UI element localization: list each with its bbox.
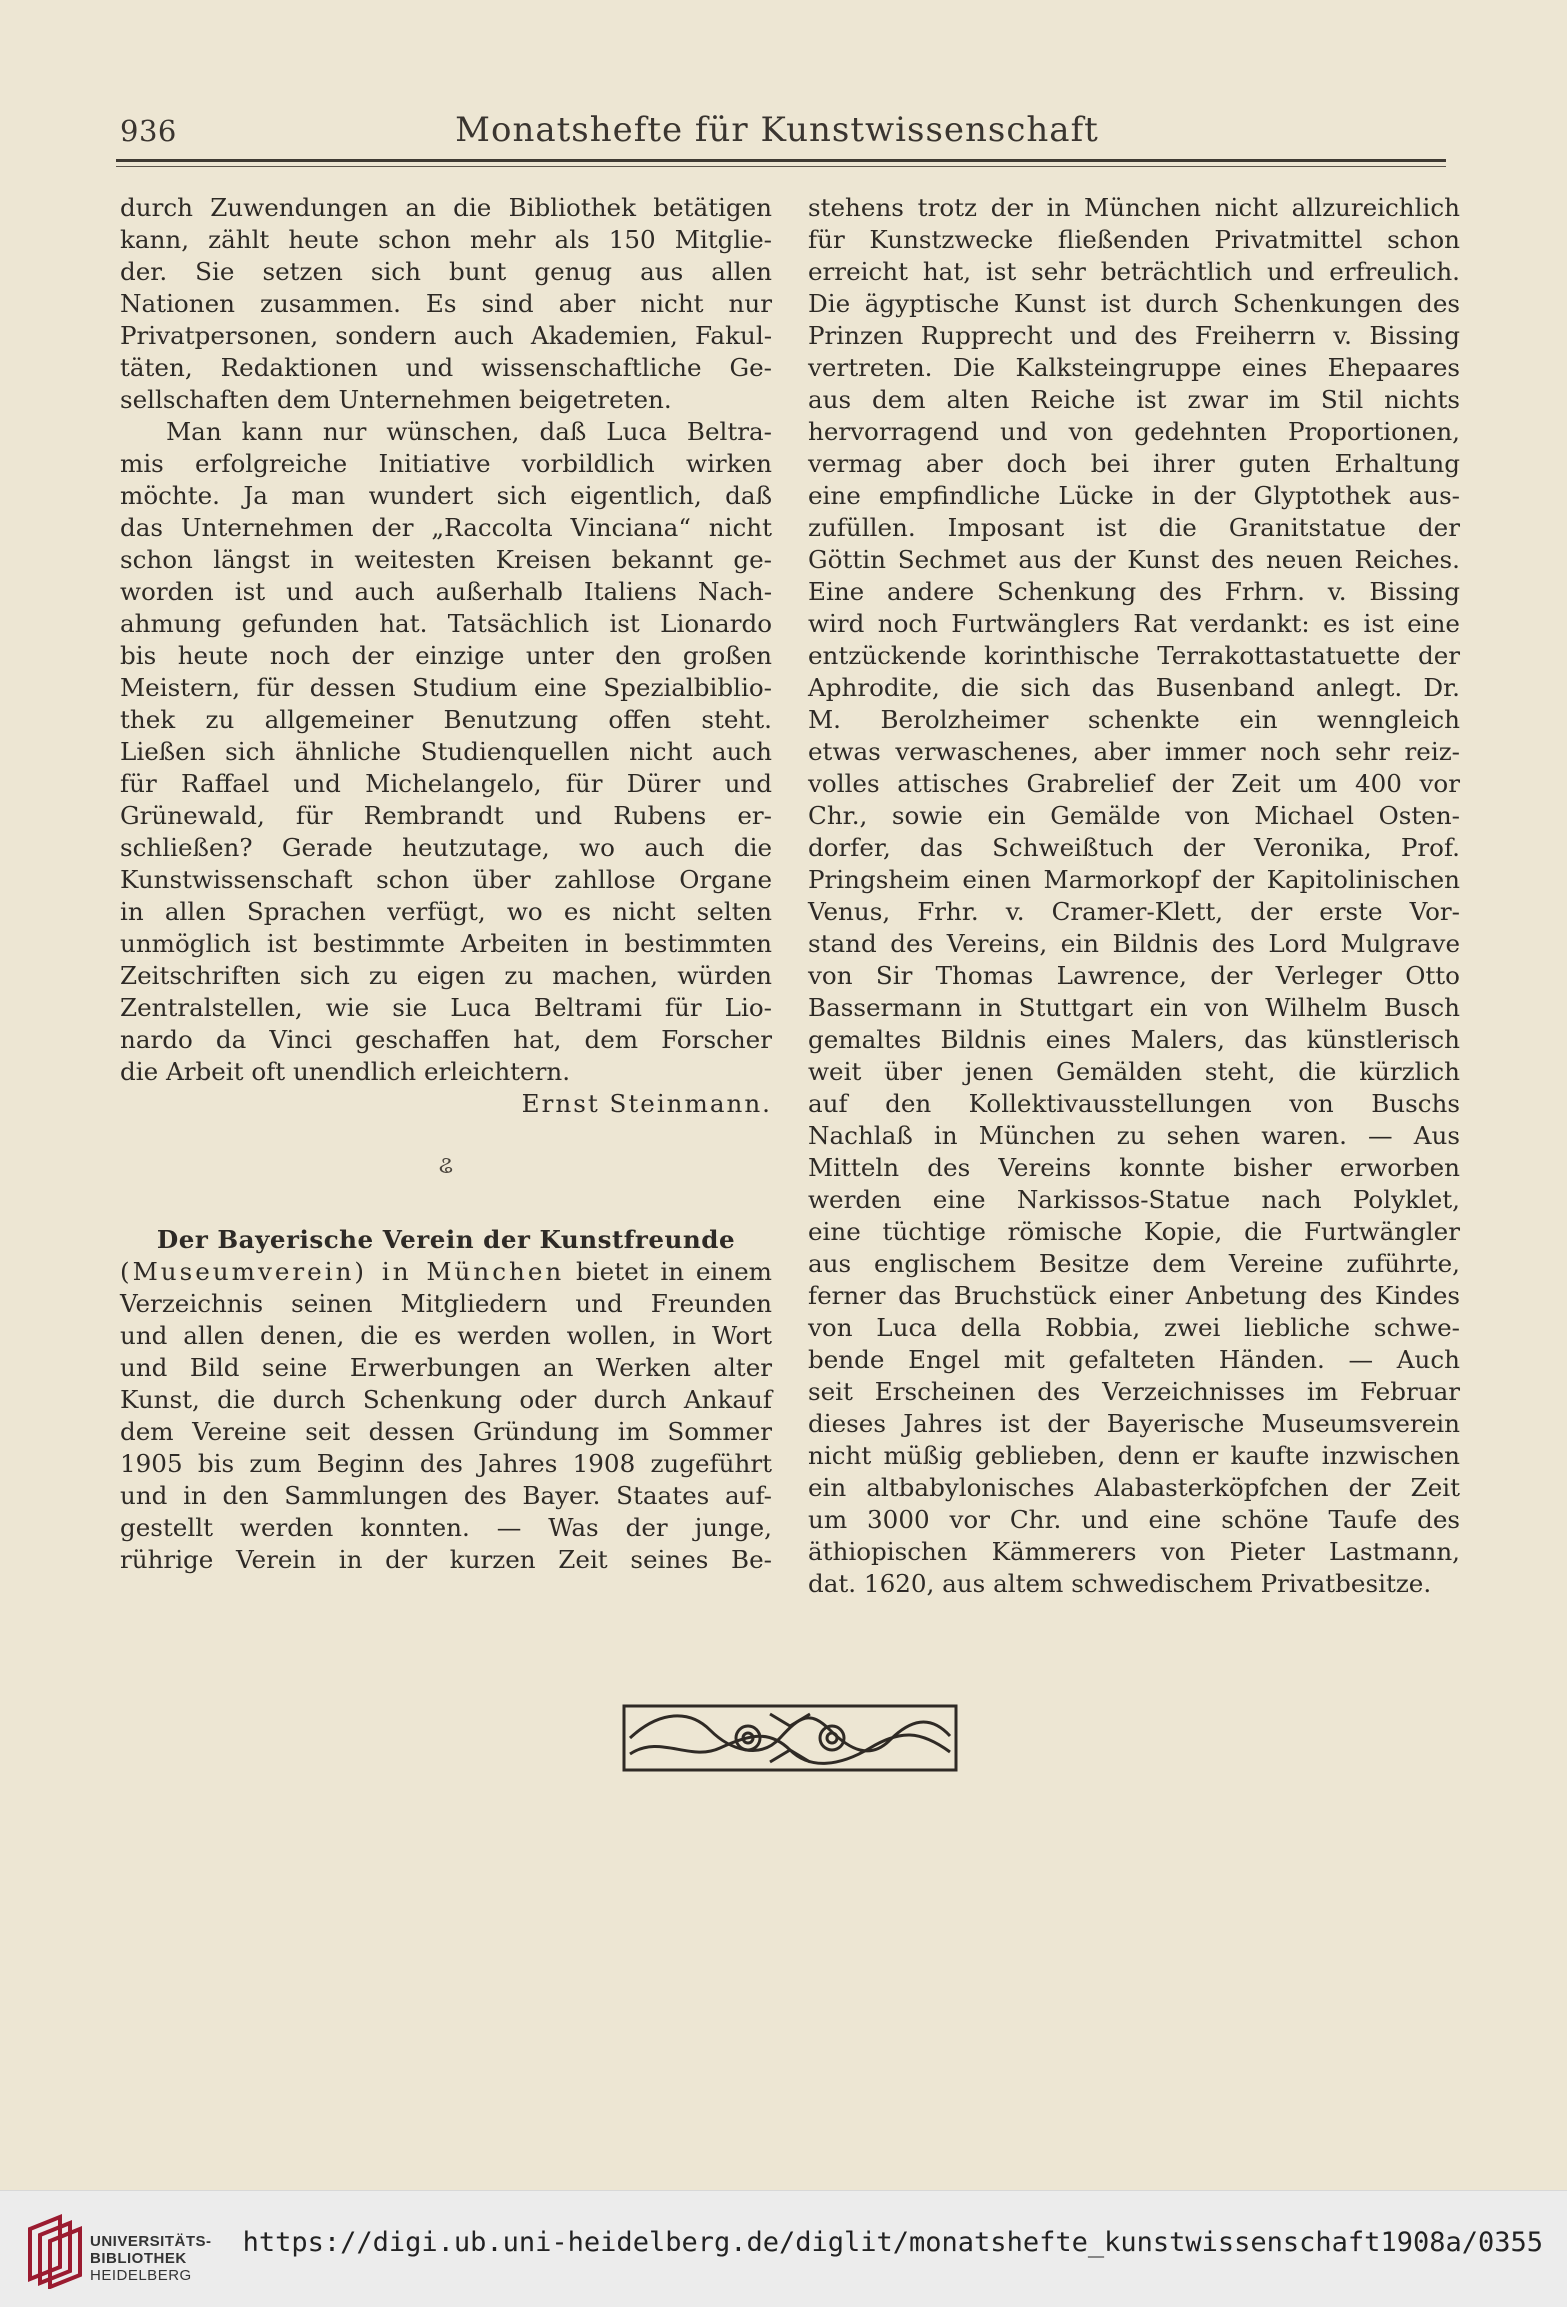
text-line: dem Vereine seit dessen Gründung im Sommer <box>120 1417 772 1446</box>
text-line: aus dem alten Reiche ist zwar im Stil nichts <box>808 385 1460 414</box>
text-line: vertreten. Die Kalksteingruppe eines Ehepaares <box>808 353 1460 382</box>
text-line: für Kunstzwecke fließenden Privatmittel schon <box>808 225 1460 254</box>
text-line: nicht müßig geblieben, denn er kaufte inzwischen <box>808 1441 1460 1470</box>
text-line: erreicht hat, ist sehr beträchtlich und erfreulich. <box>808 257 1460 286</box>
page-number: 936 <box>120 114 177 148</box>
section-ornament: ଌ <box>438 1151 454 1179</box>
text-line: täten, Redaktionen und wissenschaftliche Ge- <box>120 353 772 382</box>
text-line: seit Erscheinen des Verzeichnisses im Februar <box>808 1377 1460 1406</box>
text-line: schon längst in weitesten Kreisen bekannt ge- <box>120 545 772 574</box>
text-line: 1905 bis zum Beginn des Jahres 1908 zugeführt <box>120 1449 772 1478</box>
section-heading: Der Bayerische Verein der Kunstfreunde <box>156 1225 736 1254</box>
text-line: Mitteln des Vereins konnte bisher erworben <box>808 1153 1460 1182</box>
paragraph-3-first-rest: bietet in einem <box>564 1257 772 1286</box>
text-line: bis heute noch der einzige unter den großen <box>120 641 772 670</box>
text-line: eine empfindliche Lücke in der Glyptothek aus- <box>808 481 1460 510</box>
text-line: durch Zuwendungen an die Bibliothek betätigen <box>120 193 772 222</box>
text-line: nardo da Vinci geschaffen hat, dem Forscher <box>120 1025 772 1054</box>
text-line: Eine andere Schenkung des Frhrn. v. Bissing <box>808 577 1460 606</box>
text-line: weit über jenen Gemälden steht, die kürzlich <box>808 1057 1460 1086</box>
text-line: und allen denen, die es werden wollen, in Wort <box>120 1321 772 1350</box>
text-line: stand des Vereins, ein Bildnis des Lord Mulgrave <box>808 929 1460 958</box>
text-line: Göttin Sechmet aus der Kunst des neuen Reiches. <box>808 545 1460 574</box>
text-line: das Unternehmen der „Raccolta Vinciana“ nicht <box>120 513 772 542</box>
right-column <box>808 192 1460 1600</box>
text-line: Zentralstellen, wie sie Luca Beltrami für Lio- <box>120 993 772 1022</box>
text-line: etwas verwaschenes, aber immer noch sehr reiz- <box>808 737 1460 766</box>
library-name <box>90 2233 212 2284</box>
paragraph-3-first-line <box>120 1256 772 1288</box>
running-head <box>112 108 1442 152</box>
text-line: von Sir Thomas Lawrence, der Verleger Otto <box>808 961 1460 990</box>
text-line: thek zu allgemeiner Benutzung offen steht. <box>120 705 772 734</box>
library-name-line-1: UNIVERSITÄTS- <box>90 2233 212 2250</box>
text-line: gemaltes Bildnis eines Malers, das künstlerisch <box>808 1025 1460 1054</box>
text-line: ahmung gefunden hat. Tatsächlich ist Lionardo <box>120 609 772 638</box>
text-line: dieses Jahres ist der Bayerische Museumsverein <box>808 1409 1460 1438</box>
text-line: Nachlaß in München zu sehen waren. — Aus <box>808 1121 1460 1150</box>
source-url-link[interactable]: https://digi.ub.uni-heidelberg.de/diglit/monatshefte_kunstwissenschaft1908a/0355 <box>242 2227 1543 2258</box>
text-line: Kunstwissenschaft schon über zahllose Organe <box>120 865 772 894</box>
journal-title: Monatshefte für Kunstwissenschaft <box>455 110 1099 150</box>
text-line: und Bild seine Erwerbungen an Werken alter <box>120 1353 772 1382</box>
text-line: Prinzen Rupprecht und des Freiherrn v. Bissing <box>808 321 1460 350</box>
text-line: und in den Sammlungen des Bayer. Staates auf- <box>120 1481 772 1510</box>
end-vignette-ornament <box>620 1700 960 1776</box>
text-line: Die ägyptische Kunst ist durch Schenkungen des <box>808 289 1460 318</box>
text-line: Ließen sich ähnliche Studienquellen nicht auch <box>120 737 772 766</box>
text-line: dat. 1620, aus altem schwedischem Privatbesitze. <box>808 1569 1432 1598</box>
text-line: volles attisches Grabrelief der Zeit um 400 vor <box>808 769 1460 798</box>
paragraph-1 <box>120 192 772 416</box>
text-line: hervorragend und von gedehnten Proportionen, <box>808 417 1460 446</box>
text-line: vermag aber doch bei ihrer guten Erhaltung <box>808 449 1460 478</box>
text-line: Kunst, die durch Schenkung oder durch Ankauf <box>120 1385 772 1414</box>
header-rule <box>116 159 1446 162</box>
text-line: unmöglich ist bestimmte Arbeiten in bestimmten <box>120 929 772 958</box>
text-line: von Luca della Robbia, zwei liebliche schwe- <box>808 1313 1460 1342</box>
text-line: bende Engel mit gefalteten Händen. — Auch <box>808 1345 1460 1374</box>
text-line: der. Sie setzen sich bunt genug aus allen <box>120 257 772 286</box>
text-line: worden ist und auch außerhalb Italiens Nach- <box>120 577 772 606</box>
text-line: in allen Sprachen verfügt, wo es nicht selten <box>120 897 772 926</box>
text-line: werden eine Narkissos-Statue nach Polyklet, <box>808 1185 1460 1214</box>
text-line: Privatpersonen, sondern auch Akademien, Fakul- <box>120 321 772 350</box>
text-line: Verzeichnis seinen Mitgliedern und Freunden <box>120 1289 772 1318</box>
text-line: dorfer, das Schweißtuch der Veronika, Prof. <box>808 833 1460 862</box>
text-line: möchte. Ja man wundert sich eigentlich, daß <box>120 481 772 510</box>
text-line: aus englischem Besitze dem Vereine zuführte, <box>808 1249 1460 1278</box>
text-line: äthiopischen Kämmerers von Pieter Lastmann, <box>808 1537 1460 1566</box>
paragraph-3 <box>120 1288 772 1576</box>
text-line: Venus, Frhr. v. Cramer-Klett, der erste Vor- <box>808 897 1460 926</box>
text-line: eine tüchtige römische Kopie, die Furtwängler <box>808 1217 1460 1246</box>
text-line: entzückende korinthische Terrakottastatuette der <box>808 641 1460 670</box>
text-line: Grünewald, für Rembrandt und Rubens er- <box>120 801 772 830</box>
text-line: die Arbeit oft unendlich erleichtern. <box>120 1057 571 1086</box>
library-name-line-2: BIBLIOTHEK <box>90 2250 187 2267</box>
text-line: zufüllen. Imposant ist die Granitstatue der <box>808 513 1460 542</box>
text-line: Zeitschriften sich zu eigen zu machen, würden <box>120 961 772 990</box>
text-line: ein altbabylonisches Alabasterköpfchen der Zeit <box>808 1473 1460 1502</box>
text-line: rührige Verein in der kurzen Zeit seines Be- <box>120 1545 772 1574</box>
paragraph-2 <box>120 416 772 1088</box>
text-line: wird noch Furtwänglers Rat verdankt: es ist eine <box>808 609 1460 638</box>
left-column <box>120 192 772 1576</box>
text-line: schließen? Gerade heutzutage, wo auch die <box>120 833 772 862</box>
text-line: M. Berolzheimer schenkte ein wenngleich <box>808 705 1460 734</box>
text-line: Man kann nur wünschen, daß Luca Beltra- <box>166 417 772 446</box>
text-line: mis erfolgreiche Initiative vorbildlich wirken <box>120 449 772 478</box>
text-line: sellschaften dem Unternehmen beigetreten. <box>120 385 672 414</box>
text-line: Aphrodite, die sich das Busenband anlegt. Dr. <box>808 673 1460 702</box>
text-line: Nationen zusammen. Es sind aber nicht nur <box>120 289 772 318</box>
footer-bar <box>0 2190 1567 2307</box>
text-line: stehens trotz der in München nicht allzureichlich <box>808 193 1460 222</box>
text-line: um 3000 vor Chr. und eine schöne Taufe des <box>808 1505 1460 1534</box>
text-line: ferner das Bruchstück einer Anbetung des Kindes <box>808 1281 1460 1310</box>
text-line: auf den Kollektivausstellungen von Buschs <box>808 1089 1460 1118</box>
text-line: Pringsheim einen Marmorkopf der Kapitolinischen <box>808 865 1460 894</box>
paragraph-3-spaced-text: (Museumverein) in München <box>120 1257 565 1286</box>
text-line: kann, zählt heute schon mehr als 150 Mitglie- <box>120 225 772 254</box>
text-line: Meistern, für dessen Studium eine Spezialbiblio- <box>120 673 772 702</box>
header-rule-thin <box>116 166 1446 167</box>
text-line: Bassermann in Stuttgart ein von Wilhelm Busch <box>808 993 1460 1022</box>
text-line: gestellt werden konnten. — Was der junge, <box>120 1513 772 1542</box>
signature: Ernst Steinmann. <box>521 1089 772 1118</box>
text-line: Chr., sowie ein Gemälde von Michael Osten- <box>808 801 1460 830</box>
right-column-text <box>808 192 1460 1600</box>
text-line: für Raffael und Michelangelo, für Dürer und <box>120 769 772 798</box>
library-name-line-3: HEIDELBERG <box>90 2267 192 2284</box>
library-logo-icon <box>20 2209 90 2289</box>
